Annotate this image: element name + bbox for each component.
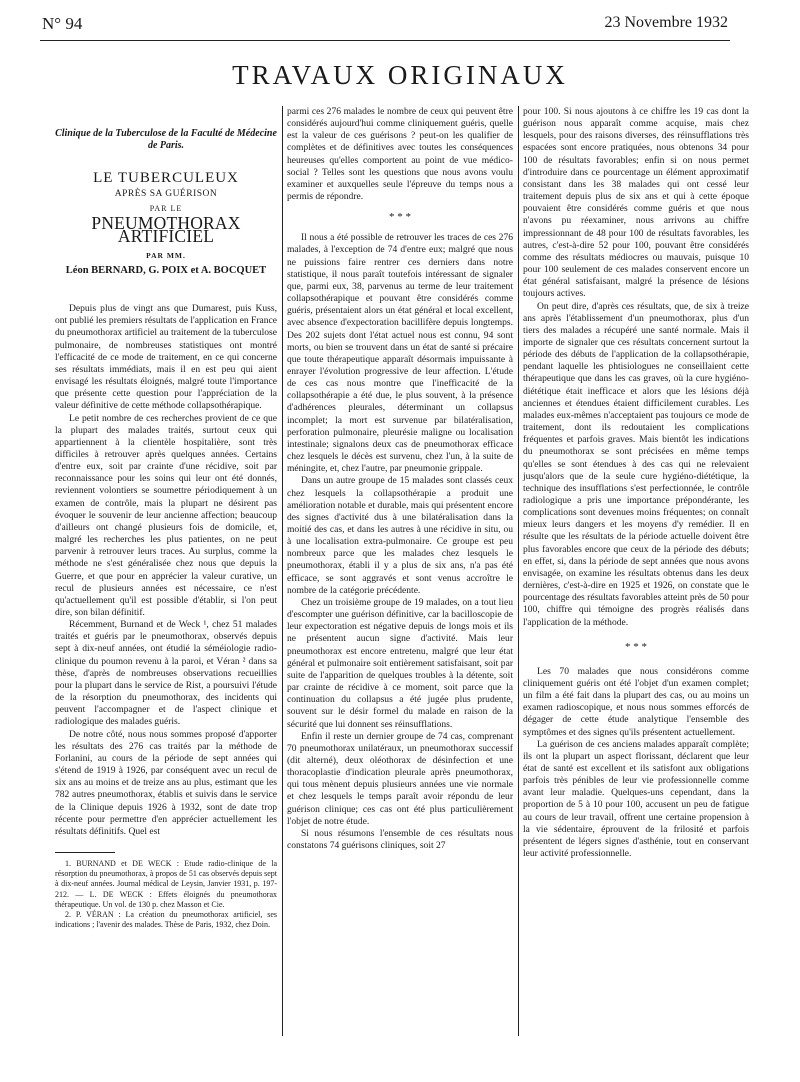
paragraph: Les 70 malades que nous considérons comme cliniquement guéris ont été l'objet d'un examen complet; un film a été fait dans la plupart des cas, ou au moins un examen radioscopique, et nous nous sommes efforcés de dégager de cette étude analytique l'ensemble des symptômes et des signes qu'ils présentent actuellement. — [523, 665, 749, 738]
paragraph: Enfin il reste un dernier groupe de 74 cas, comprenant 70 pneumothorax unilatéraux, un pneumothorax successif (dit alterné), deux oléothorax de désinfection et une thoracoplastie d'indication pleurale après pneumothorax, qui tous mènent depuis plusieurs années une vie normale et chez lesquels le temps paraît avoir répondu de leur guérison clinique; ces cas ont été plus particulièrement l'objet de notre étude. — [287, 730, 513, 827]
issue-date: 23 Novembre 1932 — [604, 14, 728, 31]
article-title-line1: LE TUBERCULEUX — [93, 170, 239, 186]
section-separator: * * * — [625, 640, 647, 653]
section-separator: * * * — [389, 211, 411, 224]
paragraph: Depuis plus de vingt ans que Dumarest, puis Kuss, ont publié les premiers résultats de l'application en France du pneumothorax artificiel au traitement de la tuberculose pulmonaire, de nombreuses statistiques ont montré l'efficacité de ce mode de traitement, en ce qui concerne ses résultats immédiats, mais il en est peu qui aient envisagé les résultats éloignés, malgré toute l'importance que présente cette question pour l'appréciation de la valeur définitive de cette méthode collapsothérapique. — [55, 303, 277, 412]
issue-number: N° 94 — [42, 14, 83, 33]
paragraph: Si nous résumons l'ensemble de ces résultats nous constatons 74 guérisons cliniques, soit 27 — [287, 827, 513, 852]
article-title-line2: APRÈS SA GUÉRISON — [114, 189, 218, 200]
section-title: TRAVAUX ORIGINAUX — [232, 60, 568, 90]
paragraph: Il nous a été possible de retrouver les traces de ces 276 malades, à l'exception de 74 d'entre eux; malgré que nous ne puissions faire rentrer ces derniers dans notre statistique, il nous paraît toutefois intéressant de signaler que, parmi eux, 38, parvenus au terme de leur traitement collapsothérapique et pouvant être considérés comme guéris, présentaient alors un état général et local excellent, avec absence d'expectoration bacillifère depuis longtemps. Des 202 sujets dont l'état actuel nous est connu, 94 sont morts, ou bien se trouvent dans un état de santé si précaire que toute thérapeutique apparaît désormais impuissante à enrayer l'évolution progressive de leur affection. L'étude de ces cas nous montre que l'inefficacité de la collapsothérapie a été due, le plus souvent, à la présence d'adhérences pleurales, déterminant un collapsus incomplet; la mort est survenue par bilatéralisation, perforation pulmonaire, pleurésie maligne ou localisation intestinale; signalons deux cas de pneumothorax efficace chez lesquels le décès est survenu, chez l'un, à la suite de méningite, et, chez l'autre, par pneumonie grippale. — [287, 232, 513, 475]
footnote-2: 2. P. VÉRAN : La création du pneumothorax artificiel, ses indications ; l'avenir des malades. Thèse de Paris, 1932, chez Doin. — [55, 909, 277, 930]
column-rule-1 — [282, 106, 283, 1036]
footnote-1: 1. BURNAND et DE WECK : Etude radio-clinique de la résorption du pneumothorax, à propos de 51 cas observés depuis sept à dix-neuf années. Journal médical de Leysin, Janvier 1931, p. 197-212. — L. DE WECK : Effets éloignés du pneumothorax thérapeutique. Un vol. de 130 p. chez Masson et Cie. — [55, 858, 277, 909]
article-by: PAR MM. — [146, 250, 186, 260]
paragraph: Dans un autre groupe de 15 malades sont classés ceux chez lesquels la collapsothérapie a produit une amélioration notable et durable, mais qui présentent encore des signes d'activité dus à une bilatéralisation dans la moitié des cas, et dans les autres à une récidive in situ, ou à une localisation extra-pulmonaire. Ce groupe est peu nombreux parce que les malades chez lesquels le pneumothorax, établi il y a plus de six ans, n'a pas été efficace, se sont aggravés et sont venus accroître le nombre de la catégorie précédente. — [287, 475, 513, 596]
paragraph: Le petit nombre de ces recherches provient de ce que la plupart des malades traités, surtout ceux qui appartiennent à la clientèle hospitalière, sont très difficiles à retrouver après quelques années. Certains d'entre eux, soit par crainte d'une récidive, soit par reconnaissance pour les soins qui leur ont été donnés, reviennent volontiers se soumettre périodiquement à un examen de contrôle, mais la plupart ne désirent pas évoquer le souvenir de leur ancienne affection; beaucoup d'ailleurs ont changé plusieurs fois de domicile, et, malgré les recherches les plus patientes, on ne peut parvenir à retrouver leurs traces. Au surplus, comme la méthode ne s'est généralisée chez nous que depuis la Guerre, et que pour en apprécier la valeur curative, un recul de plusieurs années est nécessaire, ce n'est qu'actuellement qu'il est possible d'établir, si l'on peut dire, son bilan définitif. — [55, 412, 277, 618]
paragraph: pour 100. Si nous ajoutons à ce chiffre les 19 cas dont la guérison nous apparaît comme acquise, mais chez lesquels, pour des raisons diverses, des réinsufflations très espacées sont encore pratiquées, nous obtenons 34 pour 100 de résultats favorables; enfin si on nous permet d'introduire dans ce pourcentage un élément approximatif consistant dans les 38 malades qui ont cessé leur traitement depuis plus de six ans et qui à cette époque pouvaient être considérés comme guéris et que nous n'avons pu réexaminer, nous arrivons au chiffre impressionnant de 48 pour 100 de résultats favorables, les autres, c'est-à-dire 52 pour 100, pouvant être considérés comme des résultats médiocres ou mauvais, puisque 10 pour 100 seulement de ces malades conservent encore un état général satisfaisant, malgré la présence de lésions toujours actives. — [523, 106, 749, 300]
paragraph: Chez un troisième groupe de 19 malades, on a tout lieu d'escompter une guérison définitive, car la bacilloscopie de leur expectoration est négative depuis de longs mois et ils ne présentent aucun signe d'activité. Mais leur pneumothorax est encore entretenu, malgré que leur état général et pulmonaire soit entièrement satisfaisant, soit par suite de l'apparition de quelques troubles à la détente, soit par crainte de récidive à ce moment, soit parce que la continuation du collapsus a été jugée plus prudente, souvent sur le désir formel du malade en raison de la sécurité que lui donnent ses réinsufflations. — [287, 596, 513, 730]
footnotes — [55, 859, 277, 930]
paragraph: Récemment, Burnand et de Weck ¹, chez 51 malades traités et guéris par le pneumothorax, observés depuis sept à dix-neuf années, ont étudié la séméiologie radio-clinique du poumon revenu à la paroi, et Véran ² dans sa thèse, d'après de nombreuses observations recueillies pour la plupart dans le service de Rist, a poursuivi l'étude de la résorption du pneumothorax, des incidents qui peuvent l'accompagner et de l'aspect clinique et radiologique des malades guéris. — [55, 619, 277, 728]
footnote-rule — [55, 852, 115, 853]
column-2 — [287, 106, 513, 852]
column-3 — [523, 106, 749, 860]
paragraph: De notre côté, nous nous sommes proposé d'apporter les résultats des 276 cas traités par la méthode de Forlanini, au cours de la période de sept années qui s'étend de 1919 à 1926, par conséquent avec un recul de six ans au moins et de treize ans au plus, estimant que les 782 autres pneumothorax, établis et suivis dans le service de la Clinique depuis 1926 à 1932, sont de date trop récente pour permettre d'en apprécier actuellement les résultats définitifs. Quel est — [55, 728, 277, 837]
header-rule — [40, 40, 730, 41]
article-authors: Léon BERNARD, G. POIX et A. BOCQUET — [65, 264, 267, 276]
article-title-main: PNEUMOTHORAX ARTIFICIEL — [91, 213, 241, 246]
column-rule-2 — [518, 106, 519, 1036]
clinic-affiliation: Clinique de la Tuberculose de la Faculté de Médecine de Paris. — [55, 128, 277, 151]
column-1 — [55, 106, 277, 930]
paragraph: La guérison de ces anciens malades apparaît complète; ils ont la plupart un aspect florissant, déclarent que leur état de santé est excellent et ils satisfont aux obligations parfois très pénibles de leur vie professionnelle comme avant leur maladie. Quelques-uns cependant, dans la proportion de 5 à 10 pour 100, accusent un peu de fatigue au cours de leur travail, offrent une certaine propension à la vie sédentaire, éprouvent de la frilosité et parfois présentent de légers signes d'asthénie, tout en conservant leur activité professionnelle. — [523, 738, 749, 860]
paragraph: On peut dire, d'après ces résultats, que, de six à treize ans après l'établissement d'un pneumothorax, plus d'un tiers des malades a récupéré une santé normale. Mais il importe de signaler que ces résultats concernent surtout la période des débuts de l'application de la collapsothérapie, pendant laquelle les phtisiologues ne conseillaient cette thérapeutique que dans les cas graves, où la cure hygiéno-diététique était inefficace et alors que les lésions déjà anciennes et étendues étaient difficilement curables. Les malades eux-mêmes n'acceptaient pas toujours ce mode de traitement, dont ils redoutaient les complications fréquentes et parfois graves. Mais bientôt les indications du pneumothorax se sont précisées en même temps qu'elles se sont étendues à des cas qui ne relevaient jusqu'alors que de la seule cure hygiéno-diététique, la technique des insufflations s'est perfectionnée, le contrôle radiologique a pris une importance prépondérante, les complications sont devenues moins fréquentes; on connaît mieux leurs dangers et les moyens d'y remédier. Il en résulte que les résultats de la période actuelle doivent être plus favorables encore que ceux de la période des débuts; en effet, si, dans la période de sept années que nous avons envisagée, on examine les résultats obtenus dans les deux dernières, c'est-à-dire en 1925 et 1926, on constate que le pourcentage des résultats favorables atteint près de 50 pour 100, chiffre qui témoigne des progrès réalisés dans l'application de la méthode. — [523, 300, 749, 628]
paragraph: parmi ces 276 malades le nombre de ceux qui peuvent être considérés aujourd'hui comme cliniquement guéris, quelle est la valeur de ces guérisons ? peut-on les qualifier de complètes et de définitives avec toutes les conséquences heureuses qu'elles comportent au point de vue médico-social ? Telles sont les questions que nous avons voulu examiner et auxquelles seule l'épreuve du temps nous a permis de répondre. — [287, 106, 513, 203]
article-title-line3: PAR LE — [149, 204, 183, 214]
